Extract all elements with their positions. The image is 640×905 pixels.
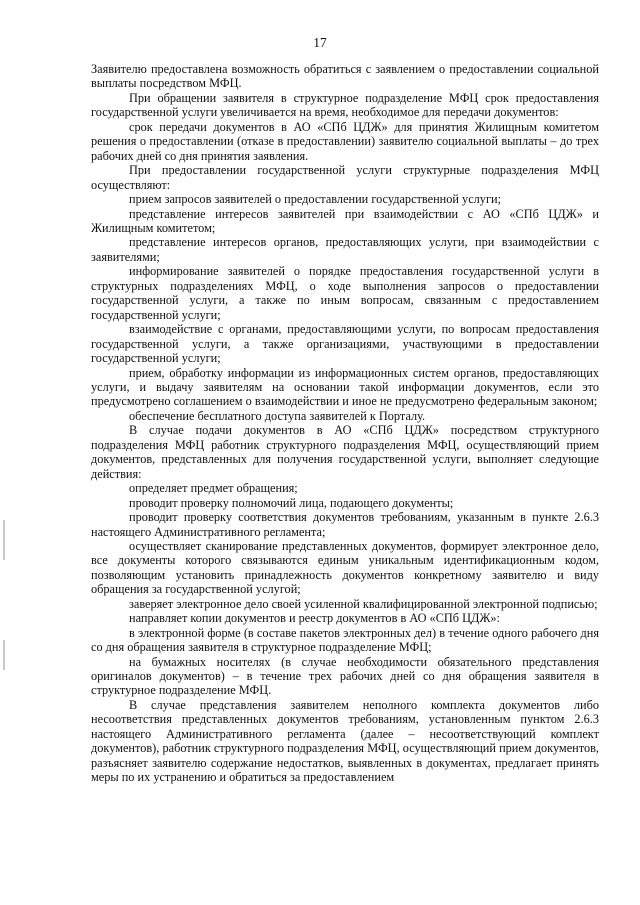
paragraph: Заявителю предоставлена возможность обратиться с заявлением о предоставлении социальной выплаты посредством МФЦ. bbox=[91, 62, 599, 91]
paragraph: При предоставлении государственной услуги структурные подразделения МФЦ осуществляют: bbox=[91, 163, 599, 192]
list-item: определяет предмет обращения; bbox=[129, 481, 298, 496]
list-item: в электронной форме (в составе пакетов электронных дел) в течение одного рабочего дня со дня обращения заявителя в структурное подразделение МФЦ; bbox=[91, 625, 599, 655]
page-number: 17 bbox=[313, 35, 327, 50]
paragraph: срок передачи документов в АО «СПб ЦДЖ» для принятия Жилищным комитетом решения о предоставлении (отказе в предоставлении) заявителю социальной выплаты – до трех рабочих дней со дня принятия заявления. bbox=[91, 119, 599, 163]
list-item: проводит проверку соответствия документов требованиям, указанным в пункте 2.6.3 настоящего Административного регламента; bbox=[91, 510, 599, 539]
list-item: проводит проверку полномочий лица, подающего документы; bbox=[129, 495, 454, 510]
list-item: на бумажных носителях (в случае необходимости обязательного представления оригиналов документов) – в течение трех рабочих дней со дня обращения заявителя в структурное подразделение МФЦ. bbox=[91, 654, 599, 698]
body-text bbox=[91, 62, 599, 785]
list-item: направляет копии документов и реестр документов в АО «СПб ЦДЖ»: bbox=[129, 611, 500, 626]
list-item: представление интересов органов, предоставляющих услуги, при взаимодействии с заявителями; bbox=[91, 235, 599, 264]
list-item: информирование заявителей о порядке предоставления государственной услуги в структурных подразделениях МФЦ, о ходе выполнения запросов о предоставлении государственной услуги, а также по иным вопросам, связанным с предоставлением государственной услуги; bbox=[91, 264, 599, 322]
scan-margin-mark bbox=[3, 640, 5, 670]
list-item: взаимодействие с органами, предоставляющими услуги, по вопросам предоставления государственной услуги, а также организациями, участвующими в предоставлении государственной услуги; bbox=[91, 322, 599, 366]
list-item: осуществляет сканирование представленных документов, формирует электронное дело, все документы которого связываются единым уникальным идентификационным кодом, позволяющим установить принадлежность документов конкретному заявителю и виду обращения за государственной услугой; bbox=[91, 538, 599, 597]
list-item: обеспечение бесплатного доступа заявителей к Порталу. bbox=[129, 408, 426, 423]
scan-margin-mark bbox=[3, 520, 5, 560]
list-item: представление интересов заявителей при взаимодействии с АО «СПб ЦДЖ» и Жилищным комитетом; bbox=[91, 206, 599, 235]
list-item: прием, обработку информации из информационных систем органов, предоставляющих услуги, и выдачу заявителям на основании такой информации документов, если это предусмотрено соглашением о взаимодействии и иное не предусмотрено федеральным законом; bbox=[91, 365, 599, 409]
list-item: прием запросов заявителей о предоставлении государственной услуги; bbox=[129, 192, 501, 207]
paragraph: При обращении заявителя в структурное подразделение МФЦ срок предоставления государственной услуги увеличивается на время, необходимое для передачи документов: bbox=[91, 90, 599, 120]
list-item: заверяет электронное дело своей усиленной квалифицированной электронной подписью; bbox=[129, 596, 598, 611]
paragraph: В случае подачи документов в АО «СПб ЦДЖ» посредством структурного подразделения МФЦ работник структурного подразделения МФЦ, осуществляющий прием документов, представленных для получения государственной услуги, выполняет следующие действия: bbox=[91, 423, 599, 481]
paragraph: В случае представления заявителем неполного комплекта документов либо несоответствия представленных документов требованиям, установленным пунктом 2.6.3 настоящего Административного регламента (далее – несоответствующий комплект документов), работник структурного подразделения МФЦ, осуществляющий прием документов, разъясняет заявителю содержание недостатков, выявленных в документах, предлагает принять меры по их устранению и обратиться за предоставлением bbox=[91, 697, 599, 785]
